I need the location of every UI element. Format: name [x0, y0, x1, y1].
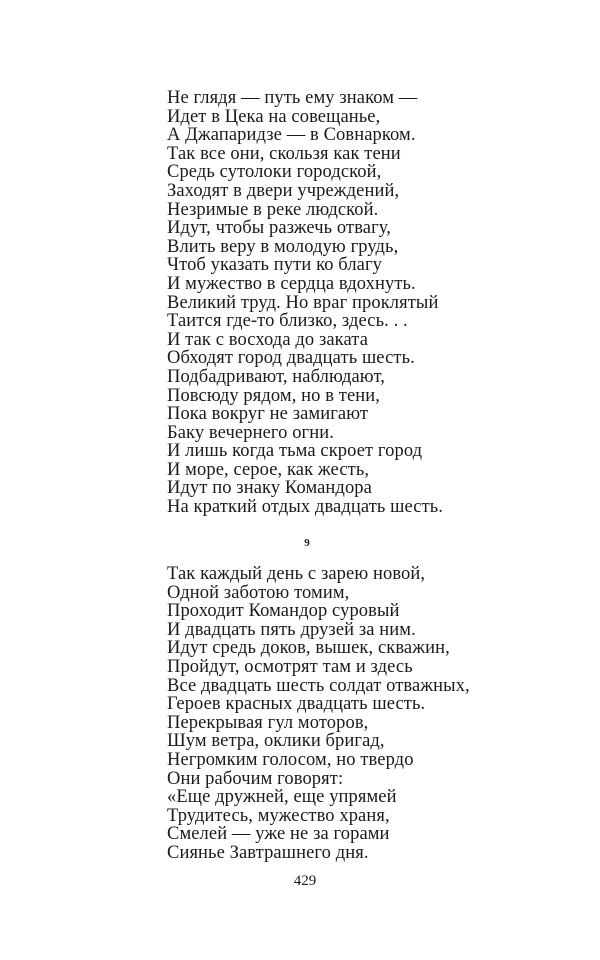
verse-line: Негромким голосом, но твердо: [167, 749, 414, 770]
verse-line: Проходит Командор суровый: [167, 601, 400, 622]
verse-line: Чтоб указать пути ко благу: [167, 255, 383, 276]
verse-line: Заходят в двери учреждений,: [167, 180, 400, 201]
section-number: 9: [304, 537, 310, 549]
verse-line: Пока вокруг не замигают: [167, 404, 369, 425]
verse-line: Так каждый день с зарею новой,: [167, 564, 426, 584]
verse-line: Идут, чтобы разжечь отвагу,: [167, 218, 392, 239]
verse-line: Идет в Цека на совещанье,: [167, 106, 381, 127]
verse-line: И мужество в сердца вдохнуть.: [167, 273, 416, 294]
verse-line: Перекрывая гул моторов,: [167, 712, 369, 733]
verse-line: Героев красных двадцать шесть.: [167, 694, 426, 715]
verse-line: Трудитесь, мужество храня,: [167, 805, 390, 826]
verse-line: Идут средь доков, вышек, скважин,: [167, 638, 450, 659]
verse-line: Повсюду рядом, но в тени,: [167, 385, 381, 406]
verse-line: Незримые в реке людской.: [167, 199, 379, 220]
verse-line: «Еще дружней, еще упрямей: [167, 787, 397, 808]
verse-line: Таится где-то близко, здесь. . .: [167, 311, 408, 332]
verse-line: На краткий отдых двадцать шесть.: [167, 497, 444, 518]
verse-line: Все двадцать шесть солдат отважных,: [167, 675, 470, 696]
page-number: 429: [293, 873, 317, 889]
verse-line: Подбадривают, наблюдают,: [167, 366, 385, 387]
verse-line: Не глядя — путь ему знаком —: [167, 88, 418, 108]
verse-line: Одной заботою томим,: [167, 582, 350, 603]
verse-line: А Джапаридзе — в Совнарком.: [167, 125, 416, 146]
stanza-1: [167, 89, 443, 517]
verse-line: И лишь когда тьма скроет город: [167, 441, 423, 462]
verse-line: Влить веру в молодую грудь,: [167, 236, 399, 257]
verse-line: Так все они, скользя как тени: [167, 143, 401, 164]
stanza-2: [167, 565, 470, 863]
verse-line: Пройдут, осмотрят там и здесь: [167, 656, 413, 677]
verse-line: И море, серое, как жесть,: [167, 459, 370, 480]
verse-line: И так с восхода до заката: [167, 329, 369, 350]
verse-line: Великий труд. Но враг проклятый: [167, 292, 439, 313]
verse-line: И двадцать пять друзей за ним.: [167, 619, 416, 640]
verse-line: Шум ветра, оклики бригад,: [167, 731, 385, 752]
verse-line: Сиянье Завтрашнего дня.: [167, 842, 369, 863]
verse-line: Смелей — уже не за горами: [167, 824, 390, 845]
verse-line: Баку вечернего огни.: [167, 422, 334, 443]
verse-line: Они рабочим говорят:: [167, 768, 344, 789]
verse-line: Идут по знаку Командора: [167, 478, 372, 499]
verse-line: Средь сутолоки городской,: [167, 162, 382, 183]
verse-line: Обходят город двадцать шесть.: [167, 348, 415, 369]
